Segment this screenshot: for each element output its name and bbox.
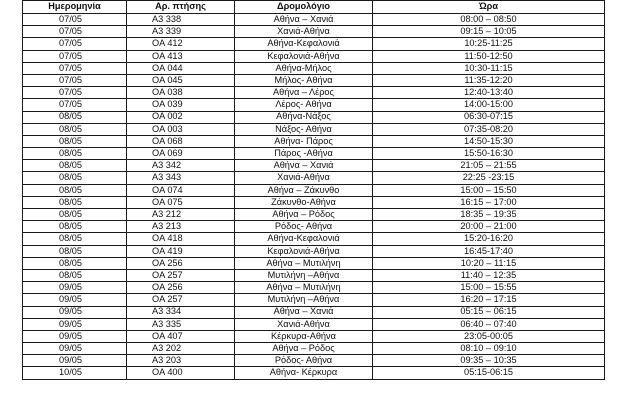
- cell-time: 10:20 – 11:15: [373, 257, 605, 269]
- cell-time: 23:05-00:05: [373, 330, 605, 342]
- cell-date: 10/05: [23, 367, 127, 379]
- table-row: [23, 294, 605, 306]
- cell-route: Μυτιλήνη –Αθήνα: [235, 294, 373, 306]
- cell-flight-number: A3 213: [127, 221, 235, 233]
- cell-time: 06:40 – 07:40: [373, 318, 605, 330]
- cell-date: 07/05: [23, 26, 127, 38]
- cell-route: Αθήνα-Κεφαλονιά: [235, 38, 373, 50]
- cell-flight-number: OA 068: [127, 135, 235, 147]
- cell-time: 14:50-15:30: [373, 135, 605, 147]
- cell-flight-number: OA 002: [127, 111, 235, 123]
- table-row: [23, 14, 605, 26]
- cell-time: 11:50-12:50: [373, 50, 605, 62]
- cell-date: 08/05: [23, 160, 127, 172]
- cell-time: 20:00 – 21:00: [373, 221, 605, 233]
- cell-date: 09/05: [23, 355, 127, 367]
- cell-route: Αθήνα – Ρόδος: [235, 209, 373, 221]
- cell-route: Αθήνα-Νάξος: [235, 111, 373, 123]
- table-row: [23, 306, 605, 318]
- cell-time: 16:20 – 17:15: [373, 294, 605, 306]
- cell-date: 07/05: [23, 87, 127, 99]
- cell-route: Αθήνα – Ζάκυνθο: [235, 184, 373, 196]
- cell-time: 10:30-11:15: [373, 62, 605, 74]
- cell-time: 09:15 – 10:05: [373, 26, 605, 38]
- cell-route: Χανιά-Αθήνα: [235, 318, 373, 330]
- flight-schedule-container: [22, 0, 604, 380]
- cell-date: 08/05: [23, 123, 127, 135]
- cell-route: Νάξος- Αθήνα: [235, 123, 373, 135]
- cell-flight-number: OA 044: [127, 62, 235, 74]
- cell-time: 05:15 – 06:15: [373, 306, 605, 318]
- cell-route: Ρόδος- Αθήνα: [235, 221, 373, 233]
- cell-flight-number: OA 418: [127, 233, 235, 245]
- cell-route: Αθήνα- Πάρος: [235, 135, 373, 147]
- cell-route: Αθήνα- Κέρκυρα: [235, 367, 373, 379]
- cell-time: 22:25 -23:15: [373, 172, 605, 184]
- table-row: [23, 123, 605, 135]
- cell-date: 08/05: [23, 196, 127, 208]
- cell-time: 15:00 – 15:55: [373, 282, 605, 294]
- cell-date: 08/05: [23, 257, 127, 269]
- cell-time: 06:30-07:15: [373, 111, 605, 123]
- table-row: [23, 282, 605, 294]
- cell-flight-number: A3 335: [127, 318, 235, 330]
- cell-route: Μήλος- Αθήνα: [235, 74, 373, 86]
- cell-date: 07/05: [23, 50, 127, 62]
- cell-flight-number: A3 339: [127, 26, 235, 38]
- cell-route: Λέρος- Αθήνα: [235, 99, 373, 111]
- cell-date: 08/05: [23, 184, 127, 196]
- header-time: Ώρα: [373, 1, 605, 14]
- cell-flight-number: OA 419: [127, 245, 235, 257]
- cell-date: 09/05: [23, 294, 127, 306]
- table-row: [23, 26, 605, 38]
- table-row: [23, 355, 605, 367]
- header-date: Ημερομηνία: [23, 1, 127, 14]
- cell-date: 08/05: [23, 111, 127, 123]
- table-row: [23, 257, 605, 269]
- cell-time: 14:00-15:00: [373, 99, 605, 111]
- cell-flight-number: OA 412: [127, 38, 235, 50]
- cell-route: Αθήνα – Χανιά: [235, 306, 373, 318]
- cell-date: 09/05: [23, 330, 127, 342]
- cell-date: 08/05: [23, 148, 127, 160]
- table-row: [23, 74, 605, 86]
- cell-date: 08/05: [23, 221, 127, 233]
- cell-route: Αθήνα – Μυτιλήνη: [235, 257, 373, 269]
- table-row: [23, 184, 605, 196]
- cell-time: 12:40-13:40: [373, 87, 605, 99]
- cell-date: 09/05: [23, 306, 127, 318]
- cell-time: 10:25-11:25: [373, 38, 605, 50]
- cell-flight-number: OA 038: [127, 87, 235, 99]
- cell-flight-number: A3 203: [127, 355, 235, 367]
- cell-time: 18:35 – 19:35: [373, 209, 605, 221]
- cell-flight-number: OA 407: [127, 330, 235, 342]
- cell-time: 15:50-16:30: [373, 148, 605, 160]
- cell-date: 08/05: [23, 209, 127, 221]
- table-row: [23, 318, 605, 330]
- cell-route: Χανιά-Αθήνα: [235, 26, 373, 38]
- cell-route: Αθήνα – Χανιά: [235, 14, 373, 26]
- cell-flight-number: OA 257: [127, 269, 235, 281]
- cell-flight-number: A3 343: [127, 172, 235, 184]
- cell-route: Αθήνα – Ρόδος: [235, 343, 373, 355]
- cell-date: 08/05: [23, 172, 127, 184]
- cell-date: 08/05: [23, 233, 127, 245]
- cell-time: 15:00 – 15:50: [373, 184, 605, 196]
- table-row: [23, 196, 605, 208]
- cell-flight-number: OA 074: [127, 184, 235, 196]
- table-row: [23, 148, 605, 160]
- cell-time: 11:35-12:20: [373, 74, 605, 86]
- header-flight-number: Αρ. πτήσης: [127, 1, 235, 14]
- cell-route: Κέρκυρα-Αθήνα: [235, 330, 373, 342]
- cell-date: 08/05: [23, 135, 127, 147]
- cell-date: 08/05: [23, 269, 127, 281]
- cell-route: Αθήνα-Μήλος: [235, 62, 373, 74]
- cell-date: 07/05: [23, 14, 127, 26]
- cell-flight-number: OA 256: [127, 282, 235, 294]
- table-row: [23, 135, 605, 147]
- cell-route: Αθήνα – Μυτιλήνη: [235, 282, 373, 294]
- cell-route: Πάρος -Αθήνα: [235, 148, 373, 160]
- cell-flight-number: A3 212: [127, 209, 235, 221]
- table-row: [23, 172, 605, 184]
- table-row: [23, 330, 605, 342]
- table-row: [23, 343, 605, 355]
- table-row: [23, 50, 605, 62]
- table-row: [23, 160, 605, 172]
- cell-flight-number: OA 256: [127, 257, 235, 269]
- cell-time: 16:15 – 17:00: [373, 196, 605, 208]
- cell-flight-number: OA 045: [127, 74, 235, 86]
- schedule-body: [23, 14, 605, 380]
- cell-flight-number: OA 257: [127, 294, 235, 306]
- cell-time: 05:15-06:15: [373, 367, 605, 379]
- cell-route: Ρόδος- Αθήνα: [235, 355, 373, 367]
- cell-flight-number: OA 039: [127, 99, 235, 111]
- cell-time: 09:35 – 10:35: [373, 355, 605, 367]
- cell-route: Αθήνα – Λέρος: [235, 87, 373, 99]
- cell-date: 07/05: [23, 62, 127, 74]
- cell-time: 07:35-08:20: [373, 123, 605, 135]
- table-row: [23, 38, 605, 50]
- cell-time: 08:10 – 09:10: [373, 343, 605, 355]
- cell-time: 08:00 – 08:50: [373, 14, 605, 26]
- cell-flight-number: A3 338: [127, 14, 235, 26]
- cell-date: 09/05: [23, 343, 127, 355]
- cell-flight-number: OA 400: [127, 367, 235, 379]
- table-row: [23, 209, 605, 221]
- cell-date: 09/05: [23, 318, 127, 330]
- table-row: [23, 269, 605, 281]
- cell-time: 15:20-16:20: [373, 233, 605, 245]
- table-row: [23, 221, 605, 233]
- header-route: Δρομολόγιο: [235, 1, 373, 14]
- cell-time: 16:45-17:40: [373, 245, 605, 257]
- cell-time: 11:40 – 12:35: [373, 269, 605, 281]
- table-row: [23, 87, 605, 99]
- cell-route: Αθήνα – Χανιά: [235, 160, 373, 172]
- cell-route: Κεφαλονιά-Αθήνα: [235, 50, 373, 62]
- flight-schedule-table: [22, 0, 605, 380]
- cell-flight-number: A3 202: [127, 343, 235, 355]
- table-row: [23, 233, 605, 245]
- cell-route: Μυτιλήνη –Αθήνα: [235, 269, 373, 281]
- cell-date: 07/05: [23, 74, 127, 86]
- cell-flight-number: OA 069: [127, 148, 235, 160]
- cell-flight-number: A3 342: [127, 160, 235, 172]
- cell-route: Κεφαλονιά-Αθήνα: [235, 245, 373, 257]
- cell-date: 09/05: [23, 282, 127, 294]
- table-row: [23, 367, 605, 379]
- cell-date: 07/05: [23, 99, 127, 111]
- cell-flight-number: OA 075: [127, 196, 235, 208]
- cell-route: Χανιά-Αθήνα: [235, 172, 373, 184]
- cell-date: 07/05: [23, 38, 127, 50]
- table-row: [23, 62, 605, 74]
- cell-route: Ζάκυνθο-Αθήνα: [235, 196, 373, 208]
- cell-route: Αθήνα-Κεφαλονιά: [235, 233, 373, 245]
- table-row: [23, 111, 605, 123]
- header-row: [23, 1, 605, 14]
- cell-time: 21:05 – 21:55: [373, 160, 605, 172]
- table-row: [23, 245, 605, 257]
- cell-flight-number: OA 413: [127, 50, 235, 62]
- cell-date: 08/05: [23, 245, 127, 257]
- cell-flight-number: OA 003: [127, 123, 235, 135]
- cell-flight-number: A3 334: [127, 306, 235, 318]
- table-row: [23, 99, 605, 111]
